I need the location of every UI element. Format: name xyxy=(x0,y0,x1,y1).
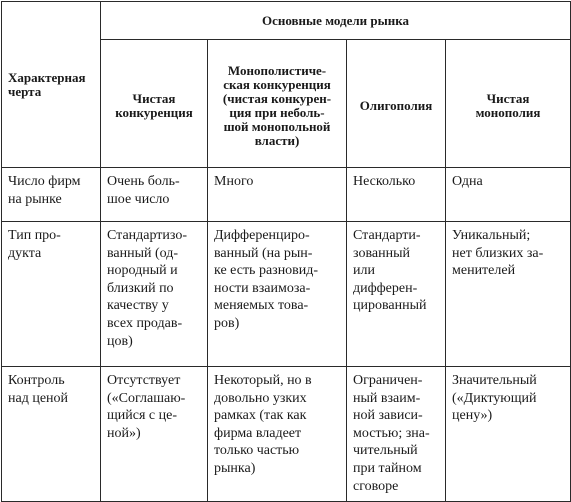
column-header-pure-monopoly xyxy=(446,40,571,168)
table-cell: Некоторый, но в довольно узких рамках (так как фирма владеет только частью рынка) xyxy=(208,367,347,502)
table-cell: Очень боль- шое число xyxy=(101,168,208,222)
table-row xyxy=(2,168,571,222)
table-cell: Стандартизо- ванный (од- нородный и близкий по качеству у всех продав- цов) xyxy=(101,222,208,367)
table-cell: Значительный («Диктующий цену») xyxy=(446,367,571,502)
market-models-table xyxy=(1,1,571,502)
row-label-product-type: Тип про- дукта xyxy=(2,222,101,367)
column-header-pure-competition xyxy=(101,40,208,168)
table-row xyxy=(2,222,571,367)
table-cell: Одна xyxy=(446,168,571,222)
table-cell: Уникальный; нет близких за- менителей xyxy=(446,222,571,367)
table-cell: Отсутствует («Соглашаю- щийся с це- ной») xyxy=(101,367,208,502)
characteristic-header xyxy=(2,2,101,168)
market-models-header: Основные модели рынка xyxy=(101,2,571,40)
column-header-oligopoly xyxy=(347,40,446,168)
row-label-price-control: Контроль над ценой xyxy=(2,367,101,502)
table-cell: Несколько xyxy=(347,168,446,222)
column-header-monopolistic-competition xyxy=(208,40,347,168)
table-cell: Ограничен- ный взаим- ной зависи- мостью; зна- чительный при тайном сговоре xyxy=(347,367,446,502)
column-header-text: Чистая конкуренция xyxy=(115,90,193,120)
row-label-firm-count: Число фирм на рынке xyxy=(2,168,101,222)
table-row xyxy=(2,367,571,502)
column-header-text: Олигополия xyxy=(359,97,433,113)
characteristic-header-text: Характерная черта xyxy=(8,69,86,99)
table-cell: Стандарти- зованный или дифферен- цированный xyxy=(347,222,446,367)
column-header-text: Монополистиче- ская конкуренция (чистая конкурен- ция при неболь- шой монопольной власти) xyxy=(222,62,332,148)
table-cell: Много xyxy=(208,168,347,222)
table-cell: Дифференциро- ванный (на рын- ке есть разновид- ности взаимоза- меняемых това- ров) xyxy=(208,222,347,367)
column-header-text: Чистая монополия xyxy=(475,90,541,120)
